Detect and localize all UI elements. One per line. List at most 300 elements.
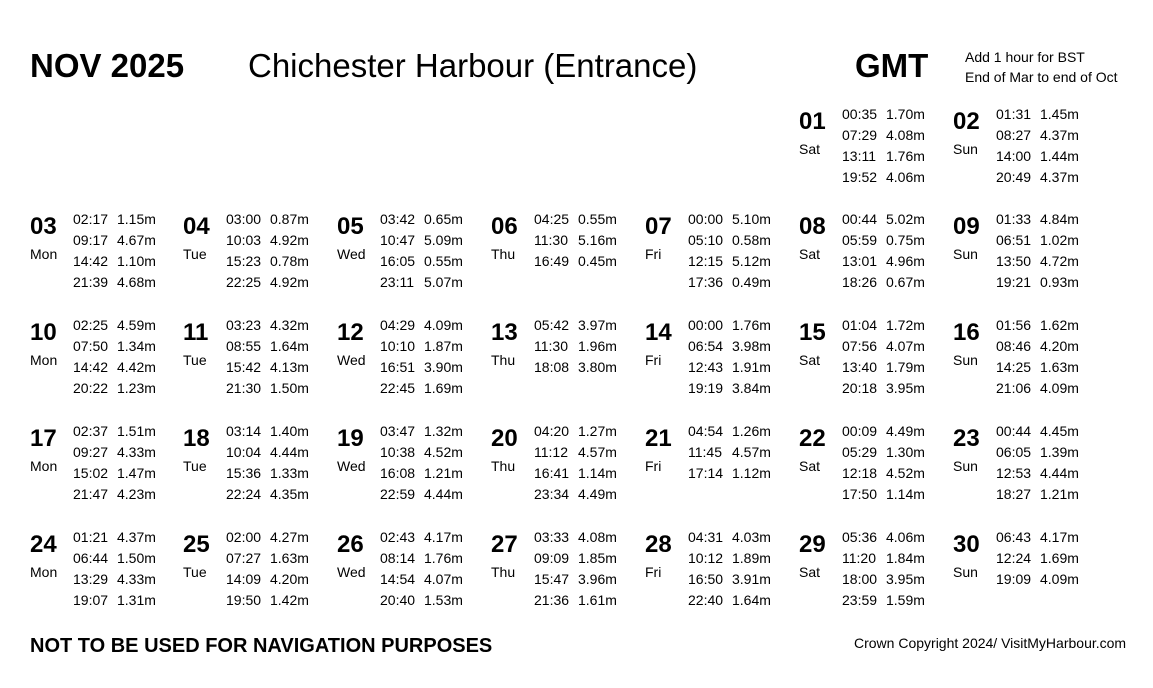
tide-height: 4.23m <box>117 486 156 502</box>
day-number: 19 <box>337 425 364 452</box>
day-of-week: Wed <box>337 246 366 262</box>
tide-time: 11:20 <box>842 550 876 566</box>
tide-time: 12:53 <box>996 465 1032 481</box>
tide-time: 02:00 <box>226 529 262 545</box>
tide-entry <box>534 569 644 590</box>
tide-time: 07:27 <box>226 550 262 566</box>
navigation-warning: NOT TO BE USED FOR NAVIGATION PURPOSES <box>30 635 493 657</box>
tide-list <box>226 527 336 611</box>
tide-entry <box>996 125 1106 146</box>
tide-entry <box>226 527 336 548</box>
tide-time: 00:44 <box>842 211 878 227</box>
tide-time: 13:29 <box>73 571 109 587</box>
tide-entry <box>226 569 336 590</box>
tide-height: 3.90m <box>424 359 463 375</box>
tide-height: 1.27m <box>578 423 617 439</box>
tide-entry <box>226 272 336 293</box>
tide-time: 10:03 <box>226 232 262 248</box>
tide-height: 5.07m <box>424 274 463 290</box>
tide-entry <box>226 442 336 463</box>
day-of-week: Sat <box>799 352 821 368</box>
month-year-title: NOV 2025 <box>30 47 185 84</box>
tide-time: 12:43 <box>688 359 724 375</box>
day-cell-13 <box>491 315 641 401</box>
day-of-week: Sat <box>799 458 821 474</box>
tide-entry <box>226 357 336 378</box>
tide-time: 05:10 <box>688 232 724 248</box>
day-number: 16 <box>953 319 980 346</box>
tide-entry <box>534 463 644 484</box>
day-cell-26 <box>337 527 487 613</box>
tide-time: 06:05 <box>996 444 1032 460</box>
tide-height: 1.30m <box>886 444 925 460</box>
tide-entry <box>226 421 336 442</box>
tide-height: 4.37m <box>1040 127 1079 143</box>
tide-time: 21:36 <box>534 592 570 608</box>
tide-height: 4.57m <box>732 444 771 460</box>
tide-entry <box>534 590 644 611</box>
day-of-week: Thu <box>491 352 516 368</box>
tide-time: 21:06 <box>996 380 1032 396</box>
tide-height: 1.44m <box>1040 148 1079 164</box>
day-of-week: Wed <box>337 352 366 368</box>
tide-height: 1.79m <box>886 359 925 375</box>
tide-entry <box>73 251 183 272</box>
tide-time: 01:56 <box>996 317 1032 333</box>
tide-height: 0.55m <box>578 211 617 227</box>
tide-time: 17:14 <box>688 465 724 481</box>
tide-height: 3.91m <box>732 571 771 587</box>
tide-list <box>842 527 952 611</box>
day-of-week: Thu <box>491 564 516 580</box>
day-of-week: Wed <box>337 458 366 474</box>
tide-time: 18:00 <box>842 571 878 587</box>
tide-time: 05:36 <box>842 529 878 545</box>
tide-height: 4.49m <box>578 486 617 502</box>
tide-entry <box>226 336 336 357</box>
day-number: 08 <box>799 213 826 240</box>
tide-entry <box>73 272 183 293</box>
tide-height: 0.78m <box>270 253 309 269</box>
tide-entry <box>534 484 644 505</box>
tide-list <box>996 104 1106 188</box>
day-number: 30 <box>953 531 980 558</box>
day-cell-14 <box>645 315 795 401</box>
tide-height: 1.12m <box>732 465 771 481</box>
tide-entry <box>226 230 336 251</box>
tide-height: 0.45m <box>578 253 617 269</box>
day-cell-30 <box>953 527 1103 613</box>
tide-time: 21:30 <box>226 380 262 396</box>
day-number: 24 <box>30 531 57 558</box>
tide-height: 0.87m <box>270 211 309 227</box>
tide-entry <box>688 336 798 357</box>
tide-entry <box>73 442 183 463</box>
tide-height: 4.84m <box>1040 211 1079 227</box>
tide-entry <box>380 421 490 442</box>
tide-list <box>73 315 183 399</box>
tide-entry <box>534 251 644 272</box>
tide-list <box>226 209 336 293</box>
tide-height: 1.14m <box>886 486 925 502</box>
day-of-week: Sun <box>953 141 978 157</box>
tide-entry <box>996 569 1106 590</box>
day-number: 15 <box>799 319 826 346</box>
tide-height: 1.21m <box>424 465 463 481</box>
day-cell-02 <box>953 104 1103 190</box>
tide-time: 00:09 <box>842 423 878 439</box>
day-cell-08 <box>799 209 949 295</box>
tide-entry <box>996 378 1106 399</box>
tide-entry <box>73 336 183 357</box>
tide-entry <box>996 251 1106 272</box>
tide-entry <box>996 357 1106 378</box>
tide-entry <box>380 378 490 399</box>
tide-height: 4.49m <box>886 423 925 439</box>
tide-entry <box>380 442 490 463</box>
tide-time: 23:34 <box>534 486 570 502</box>
day-number: 03 <box>30 213 57 240</box>
tide-time: 10:38 <box>380 444 416 460</box>
tide-height: 0.58m <box>732 232 771 248</box>
tide-list <box>73 209 183 293</box>
tide-entry <box>842 104 952 125</box>
tide-entry <box>534 357 644 378</box>
tide-height: 0.93m <box>1040 274 1079 290</box>
tide-entry <box>73 463 183 484</box>
tide-entry <box>380 569 490 590</box>
day-number: 17 <box>30 425 57 452</box>
tide-time: 14:00 <box>996 148 1032 164</box>
tide-time: 14:54 <box>380 571 416 587</box>
tide-entry <box>842 209 952 230</box>
tide-entry <box>996 230 1106 251</box>
tide-entry <box>226 484 336 505</box>
day-number: 05 <box>337 213 364 240</box>
tide-list <box>534 209 644 272</box>
tide-entry <box>534 230 644 251</box>
tide-height: 4.45m <box>1040 423 1079 439</box>
tide-time: 00:44 <box>996 423 1032 439</box>
tide-height: 4.08m <box>886 127 925 143</box>
tide-time: 05:59 <box>842 232 878 248</box>
tide-entry <box>996 548 1106 569</box>
tide-entry <box>842 442 952 463</box>
tide-entry <box>226 378 336 399</box>
tide-time: 03:23 <box>226 317 262 333</box>
tide-time: 08:27 <box>996 127 1032 143</box>
tide-time: 18:26 <box>842 274 878 290</box>
tide-list <box>688 315 798 399</box>
tide-entry <box>688 442 798 463</box>
tide-time: 02:25 <box>73 317 109 333</box>
tide-entry <box>73 421 183 442</box>
tide-list <box>380 527 490 611</box>
day-cell-09 <box>953 209 1103 295</box>
tide-height: 1.31m <box>117 592 156 608</box>
tide-entry <box>380 484 490 505</box>
tide-entry <box>226 315 336 336</box>
day-cell-25 <box>183 527 333 613</box>
tide-entry <box>842 548 952 569</box>
tide-time: 17:50 <box>842 486 878 502</box>
tide-time: 22:25 <box>226 274 262 290</box>
day-of-week: Tue <box>183 564 207 580</box>
tide-time: 03:42 <box>380 211 416 227</box>
tide-time: 04:54 <box>688 423 724 439</box>
tide-height: 5.16m <box>578 232 617 248</box>
tide-height: 4.92m <box>270 274 309 290</box>
tide-height: 4.07m <box>886 338 925 354</box>
tide-time: 17:36 <box>688 274 724 290</box>
tide-height: 1.40m <box>270 423 309 439</box>
tide-height: 4.57m <box>578 444 617 460</box>
tide-time: 18:27 <box>996 486 1032 502</box>
tide-entry <box>688 315 798 336</box>
tide-height: 1.87m <box>424 338 463 354</box>
tide-time: 22:59 <box>380 486 416 502</box>
tide-height: 4.33m <box>117 444 156 460</box>
tide-height: 1.63m <box>1040 359 1079 375</box>
tide-height: 3.80m <box>578 359 617 375</box>
tide-height: 1.47m <box>117 465 156 481</box>
day-of-week: Sat <box>799 141 821 157</box>
tide-entry <box>842 357 952 378</box>
tide-height: 5.12m <box>732 253 771 269</box>
tide-time: 02:37 <box>73 423 109 439</box>
tide-list <box>996 209 1106 293</box>
tide-list <box>380 421 490 505</box>
tide-entry <box>73 484 183 505</box>
tide-list <box>534 527 644 611</box>
day-cell-04 <box>183 209 333 295</box>
tide-time: 06:51 <box>996 232 1032 248</box>
tide-list <box>842 104 952 188</box>
tide-height: 4.06m <box>886 169 925 185</box>
tide-time: 16:08 <box>380 465 416 481</box>
day-cell-01 <box>799 104 949 190</box>
tide-entry <box>73 527 183 548</box>
tide-time: 10:04 <box>226 444 262 460</box>
day-of-week: Tue <box>183 246 207 262</box>
tide-entry <box>380 463 490 484</box>
tide-entry <box>996 104 1106 125</box>
tide-height: 1.32m <box>424 423 463 439</box>
day-number: 11 <box>183 319 209 346</box>
tide-entry <box>380 527 490 548</box>
tide-entry <box>688 569 798 590</box>
tide-entry <box>842 125 952 146</box>
tide-height: 3.98m <box>732 338 771 354</box>
tide-entry <box>226 463 336 484</box>
tide-entry <box>688 378 798 399</box>
tide-entry <box>534 421 644 442</box>
tide-height: 4.13m <box>270 359 309 375</box>
day-number: 18 <box>183 425 210 452</box>
day-cell-07 <box>645 209 795 295</box>
tide-time: 01:31 <box>996 106 1032 122</box>
tide-height: 1.14m <box>578 465 617 481</box>
tide-time: 00:00 <box>688 317 724 333</box>
tide-entry <box>226 251 336 272</box>
tide-time: 04:29 <box>380 317 416 333</box>
tide-height: 0.49m <box>732 274 771 290</box>
tide-entry <box>842 378 952 399</box>
day-of-week: Fri <box>645 458 662 474</box>
tide-height: 1.51m <box>117 423 156 439</box>
tide-height: 4.08m <box>578 529 617 545</box>
day-number: 07 <box>645 213 672 240</box>
tide-height: 4.67m <box>117 232 156 248</box>
tide-entry <box>73 230 183 251</box>
day-of-week: Mon <box>30 246 58 262</box>
tide-time: 02:43 <box>380 529 416 545</box>
day-number: 09 <box>953 213 980 240</box>
tide-list <box>996 421 1106 505</box>
tide-time: 13:50 <box>996 253 1032 269</box>
tide-height: 4.42m <box>117 359 156 375</box>
tide-entry <box>688 590 798 611</box>
tide-entry <box>996 336 1106 357</box>
tide-time: 02:17 <box>73 211 109 227</box>
tide-height: 1.21m <box>1040 486 1079 502</box>
tide-entry <box>534 442 644 463</box>
tide-time: 15:47 <box>534 571 570 587</box>
tide-time: 11:12 <box>534 444 568 460</box>
day-of-week: Sun <box>953 458 978 474</box>
tide-entry <box>534 209 644 230</box>
copyright-notice: Crown Copyright 2024/ VisitMyHarbour.com <box>854 635 1127 651</box>
tide-time: 03:47 <box>380 423 416 439</box>
tide-time: 18:08 <box>534 359 570 375</box>
tide-time: 00:35 <box>842 106 878 122</box>
day-number: 27 <box>491 531 518 558</box>
tide-time: 10:10 <box>380 338 416 354</box>
tide-time: 16:41 <box>534 465 570 481</box>
day-cell-20 <box>491 421 641 507</box>
day-cell-18 <box>183 421 333 507</box>
tide-height: 4.33m <box>117 571 156 587</box>
day-cell-17 <box>30 421 180 507</box>
tide-entry <box>380 251 490 272</box>
tide-time: 21:39 <box>73 274 109 290</box>
tide-list <box>996 315 1106 399</box>
day-number: 12 <box>337 319 364 346</box>
tide-time: 10:47 <box>380 232 416 248</box>
day-of-week: Tue <box>183 458 207 474</box>
tide-height: 4.59m <box>117 317 156 333</box>
day-number: 29 <box>799 531 826 558</box>
day-of-week: Sun <box>953 352 978 368</box>
tide-entry <box>380 230 490 251</box>
tide-entry <box>842 527 952 548</box>
tide-entry <box>688 272 798 293</box>
day-number: 28 <box>645 531 672 558</box>
day-of-week: Thu <box>491 246 516 262</box>
tide-entry <box>996 146 1106 167</box>
tide-entry <box>996 315 1106 336</box>
tide-time: 07:56 <box>842 338 878 354</box>
tide-time: 23:11 <box>380 274 414 290</box>
day-number: 25 <box>183 531 210 558</box>
tide-time: 14:09 <box>226 571 262 587</box>
tide-list <box>73 527 183 611</box>
day-of-week: Fri <box>645 246 662 262</box>
tide-height: 1.84m <box>886 550 925 566</box>
tide-time: 06:44 <box>73 550 109 566</box>
tide-time: 15:36 <box>226 465 262 481</box>
tide-height: 4.72m <box>1040 253 1079 269</box>
day-cell-22 <box>799 421 949 507</box>
tide-time: 13:01 <box>842 253 878 269</box>
tide-height: 1.59m <box>886 592 925 608</box>
tide-time: 19:52 <box>842 169 878 185</box>
day-of-week: Sun <box>953 564 978 580</box>
tide-time: 16:50 <box>688 571 724 587</box>
tide-height: 4.20m <box>1040 338 1079 354</box>
tide-height: 4.44m <box>270 444 309 460</box>
tide-time: 01:21 <box>73 529 109 545</box>
tide-entry <box>996 421 1106 442</box>
tide-time: 05:42 <box>534 317 570 333</box>
tide-height: 1.76m <box>732 317 771 333</box>
tide-entry <box>842 336 952 357</box>
tide-list <box>226 315 336 399</box>
tide-time: 06:43 <box>996 529 1032 545</box>
tide-height: 4.96m <box>886 253 925 269</box>
tide-height: 1.76m <box>886 148 925 164</box>
day-cell-10 <box>30 315 180 401</box>
tide-height: 4.68m <box>117 274 156 290</box>
tide-entry <box>226 590 336 611</box>
tide-height: 1.69m <box>424 380 463 396</box>
day-number: 13 <box>491 319 518 346</box>
tide-entry <box>73 590 183 611</box>
tide-height: 3.97m <box>578 317 617 333</box>
day-number: 26 <box>337 531 364 558</box>
tide-time: 14:25 <box>996 359 1032 375</box>
tide-height: 0.75m <box>886 232 925 248</box>
tide-height: 1.39m <box>1040 444 1079 460</box>
tide-time: 20:49 <box>996 169 1032 185</box>
tide-height: 4.92m <box>270 232 309 248</box>
tide-height: 1.63m <box>270 550 309 566</box>
tide-height: 1.64m <box>732 592 771 608</box>
tide-entry <box>842 251 952 272</box>
day-cell-28 <box>645 527 795 613</box>
tide-time: 14:42 <box>73 253 109 269</box>
day-of-week: Sun <box>953 246 978 262</box>
tide-entry <box>996 167 1106 188</box>
tide-entry <box>842 146 952 167</box>
tide-entry <box>73 209 183 230</box>
day-number: 04 <box>183 213 210 240</box>
day-number: 23 <box>953 425 980 452</box>
tide-height: 5.10m <box>732 211 771 227</box>
tide-time: 15:23 <box>226 253 262 269</box>
tide-time: 03:14 <box>226 423 262 439</box>
tide-list <box>688 421 798 484</box>
tide-height: 4.37m <box>1040 169 1079 185</box>
bst-note <box>965 47 1118 87</box>
tide-time: 03:00 <box>226 211 262 227</box>
tide-height: 5.09m <box>424 232 463 248</box>
tide-entry <box>688 527 798 548</box>
tide-time: 14:42 <box>73 359 109 375</box>
day-cell-11 <box>183 315 333 401</box>
tide-time: 04:20 <box>534 423 570 439</box>
day-cell-29 <box>799 527 949 613</box>
